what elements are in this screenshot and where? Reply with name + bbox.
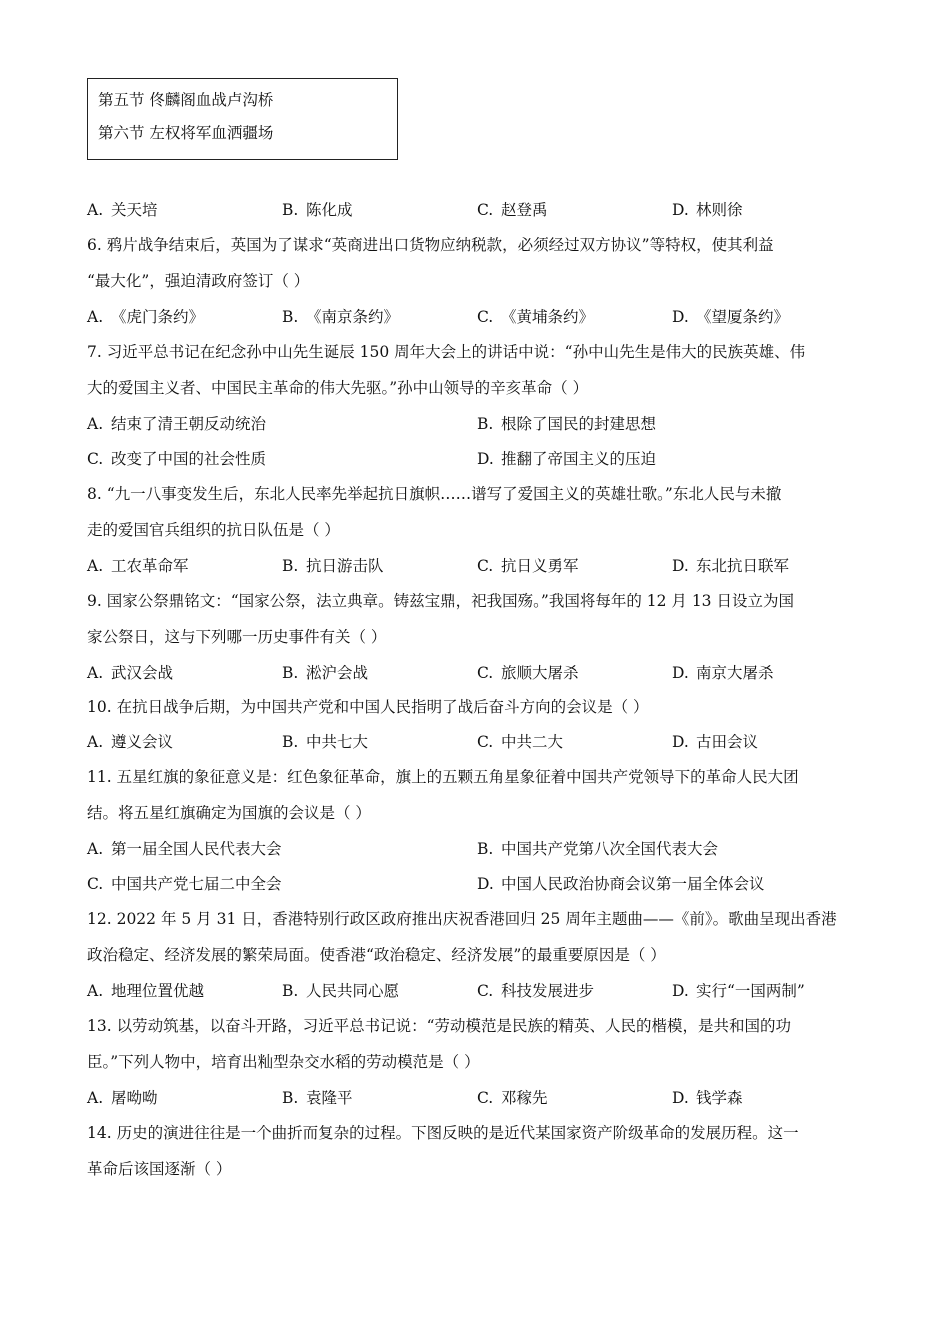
q11-stem-line-1: 11. 五星红旗的象征意义是：红色象征革命，旗上的五颗五角星象征着中国共产党领导下的革命人民大团 bbox=[87, 768, 799, 786]
q12-stem-line-2: 政治稳定、经济发展的繁荣局面。使香港“政治稳定、经济发展”的最重要原因是（ ） bbox=[87, 946, 666, 964]
q6-option-a: A. 《虎门条约》 bbox=[87, 308, 205, 326]
q6-option-b: B. 《南京条约》 bbox=[282, 308, 400, 326]
q11-option-d: D. 中国人民政治协商会议第一届全体会议 bbox=[477, 875, 765, 893]
q9-stem-line-1: 9. 国家公祭鼎铭文：“国家公祭，法立典章。铸兹宝鼎，祀我国殇。”我国将每年的 12 月 13 日设立为国 bbox=[87, 592, 794, 610]
q14-stem-line-2: 革命后该国逐渐（ ） bbox=[87, 1160, 232, 1178]
section-box bbox=[87, 78, 398, 160]
q9-option-a: A. 武汉会战 bbox=[87, 664, 174, 682]
q8-option-b: B. 抗日游击队 bbox=[282, 557, 384, 575]
q12-option-d: D. 实行“一国两制” bbox=[672, 982, 805, 1000]
q10-option-d: D. 古田会议 bbox=[672, 733, 759, 751]
q8-option-a: A. 工农革命军 bbox=[87, 557, 189, 575]
q13-option-b: B. 袁隆平 bbox=[282, 1089, 353, 1107]
q6-option-c: C. 《黄埔条约》 bbox=[477, 308, 595, 326]
q7-option-c: C. 改变了中国的社会性质 bbox=[87, 450, 267, 468]
q13-option-a: A. 屠呦呦 bbox=[87, 1089, 158, 1107]
q13-option-d: D. 钱学森 bbox=[672, 1089, 743, 1107]
q13-stem-line-1: 13. 以劳动筑基，以奋斗开路，习近平总书记说：“劳动模范是民族的精英、人民的楷模，是共和国的功 bbox=[87, 1017, 792, 1035]
q6-stem-line-2: “最大化”，强迫清政府签订（ ） bbox=[87, 272, 310, 290]
q8-stem-line-2: 走的爱国官兵组织的抗日队伍是（ ） bbox=[87, 521, 340, 539]
q13-stem-line-2: 臣。”下列人物中，培育出籼型杂交水稻的劳动模范是（ ） bbox=[87, 1053, 480, 1071]
section-line-6: 第六节 左权将军血洒疆场 bbox=[98, 124, 274, 142]
q9-option-d: D. 南京大屠杀 bbox=[672, 664, 774, 682]
q12-option-b: B. 人民共同心愿 bbox=[282, 982, 400, 1000]
q9-option-b: B. 淞沪会战 bbox=[282, 664, 369, 682]
q10-stem-line-1: 10. 在抗日战争后期，为中国共产党和中国人民指明了战后奋斗方向的会议是（ ） bbox=[87, 698, 649, 716]
q10-option-c: C. 中共二大 bbox=[477, 733, 564, 751]
q14-stem-line-1: 14. 历史的演进往往是一个曲折而复杂的过程。下图反映的是近代某国家资产阶级革命的发展历程。这一 bbox=[87, 1124, 799, 1142]
q12-option-c: C. 科技发展进步 bbox=[477, 982, 595, 1000]
q6-stem-line-1: 6. 鸦片战争结束后，英国为了谋求“英商进出口货物应纳税款，必须经过双方协议”等特权，使其利益 bbox=[87, 236, 774, 254]
q11-option-c: C. 中国共产党七届二中全会 bbox=[87, 875, 282, 893]
q9-stem-line-2: 家公祭日，这与下列哪一历史事件有关（ ） bbox=[87, 628, 387, 646]
q8-stem-line-1: 8. “九一八事变发生后，东北人民率先举起抗日旗帜……谱写了爱国主义的英雄壮歌。”东北人民与未撤 bbox=[87, 485, 782, 503]
q5-option-d: D. 林则徐 bbox=[672, 201, 743, 219]
q12-stem-line-1: 12. 2022 年 5 月 31 日，香港特别行政区政府推出庆祝香港回归 25 周年主题曲——《前》。歌曲呈现出香港 bbox=[87, 910, 837, 928]
q7-option-a: A. 结束了清王朝反动统治 bbox=[87, 415, 267, 433]
q9-option-c: C. 旅顺大屠杀 bbox=[477, 664, 579, 682]
q10-option-a: A. 遵义会议 bbox=[87, 733, 174, 751]
q10-option-b: B. 中共七大 bbox=[282, 733, 369, 751]
q5-option-a: A. 关天培 bbox=[87, 201, 158, 219]
q5-option-c: C. 赵登禹 bbox=[477, 201, 548, 219]
q5-option-b: B. 陈化成 bbox=[282, 201, 353, 219]
q6-option-d: D. 《望厦条约》 bbox=[672, 308, 790, 326]
q8-option-d: D. 东北抗日联军 bbox=[672, 557, 790, 575]
q12-option-a: A. 地理位置优越 bbox=[87, 982, 205, 1000]
q11-option-b: B. 中国共产党第八次全国代表大会 bbox=[477, 840, 719, 858]
q7-stem-line-2: 大的爱国主义者、中国民主革命的伟大先驱。”孙中山领导的辛亥革命（ ） bbox=[87, 379, 589, 397]
q11-stem-line-2: 结。将五星红旗确定为国旗的会议是（ ） bbox=[87, 804, 371, 822]
q13-option-c: C. 邓稼先 bbox=[477, 1089, 548, 1107]
section-line-5: 第五节 佟麟阁血战卢沟桥 bbox=[98, 91, 274, 109]
q7-stem-line-1: 7. 习近平总书记在纪念孙中山先生诞辰 150 周年大会上的讲话中说：“孙中山先生是伟大的民族英雄、伟 bbox=[87, 343, 806, 361]
q7-option-b: B. 根除了国民的封建思想 bbox=[477, 415, 657, 433]
q7-option-d: D. 推翻了帝国主义的压迫 bbox=[477, 450, 657, 468]
q8-option-c: C. 抗日义勇军 bbox=[477, 557, 579, 575]
q11-option-a: A. 第一届全国人民代表大会 bbox=[87, 840, 282, 858]
